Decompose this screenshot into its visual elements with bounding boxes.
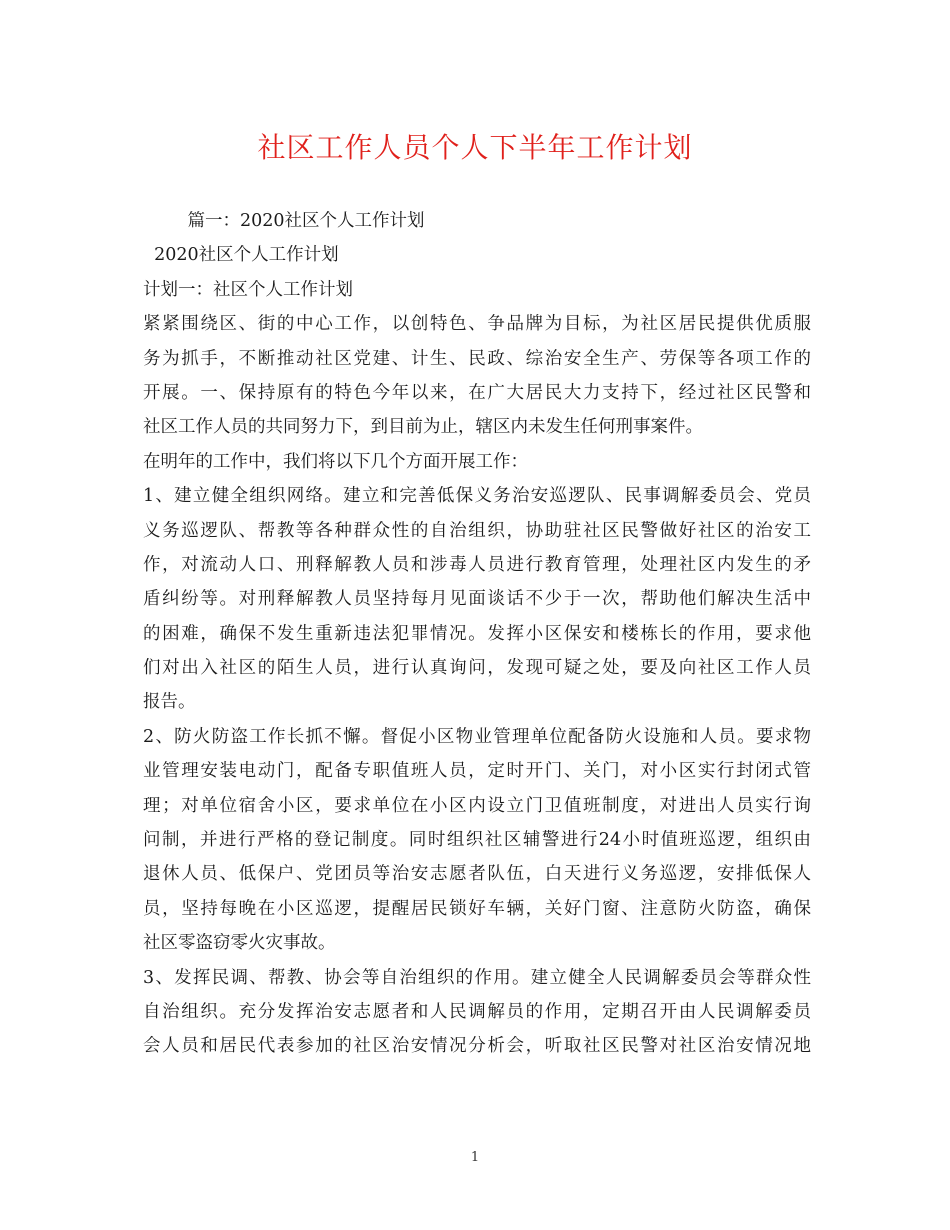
body-line: 紧紧围绕区、街的中心工作，以创特色、争品牌为目标，为社区居民提供优质服	[143, 314, 811, 335]
body-line: 的困难，确保不发生重新违法犯罪情况。发挥小区保安和楼栋长的作用，要求他	[143, 623, 811, 644]
body-line: 在明年的工作中，我们将以下几个方面开展工作：	[143, 451, 528, 472]
body-line: 员，坚持每晚在小区巡逻，提醒居民锁好车辆，关好门窗、注意防火防盗，确保	[143, 898, 811, 919]
body-line: 会人员和居民代表参加的社区治安情况分析会，听取社区民警对社区治安情况地	[143, 1036, 811, 1057]
body-line: 作，对流动人口、刑释解教人员和涉毒人员进行教育管理，处理社区内发生的矛	[143, 554, 811, 575]
body-line: 2、防火防盗工作长抓不懈。督促小区物业管理单位配备防火设施和人员。要求物	[143, 726, 811, 747]
body-line: 盾纠纷等。对刑释解教人员坚持每月见面谈话不少于一次，帮助他们解决生活中	[143, 589, 811, 610]
body-line: 1、建立健全组织网络。建立和完善低保义务治安巡逻队、民事调解委员会、党员	[143, 486, 811, 507]
body-line: 理；对单位宿舍小区，要求单位在小区内设立门卫值班制度，对进出人员实行询	[143, 795, 811, 816]
body-line: 计划一：社区个人工作计划	[143, 279, 353, 300]
document-title: 社区工作人员个人下半年工作计划	[257, 131, 693, 164]
body-line: 自治组织。充分发挥治安志愿者和人民调解员的作用，定期召开由人民调解委员	[143, 1001, 811, 1022]
body-line: 务为抓手，不断推动社区党建、计生、民政、综治安全生产、劳保等各项工作的	[143, 348, 811, 369]
body-line: 业管理安装电动门，配备专职值班人员，定时开门、关门，对小区实行封闭式管	[143, 761, 811, 782]
body-line: 3、发挥民调、帮教、协会等自治组织的作用。建立健全人民调解委员会等群众性	[143, 967, 811, 988]
document-body	[143, 204, 811, 1064]
body-line: 2020社区个人工作计划	[143, 245, 339, 266]
body-line: 义务巡逻队、帮教等各种群众性的自治组织，协助驻社区民警做好社区的治安工	[143, 520, 811, 541]
body-line: 开展。一、保持原有的特色今年以来，在广大居民大力支持下，经过社区民警和	[143, 382, 811, 403]
page-number: 1	[470, 1150, 480, 1165]
body-line: 社区零盗窃零火灾事故。	[143, 933, 336, 954]
body-line: 篇一：2020社区个人工作计划	[143, 211, 425, 231]
body-line: 社区工作人员的共同努力下，到目前为止，辖区内未发生任何刑事案件。	[143, 417, 703, 438]
body-line: 报告。	[143, 692, 196, 713]
body-line: 问制，并进行严格的登记制度。同时组织社区辅警进行24小时值班巡逻，组织由	[143, 830, 811, 851]
body-line: 们对出入社区的陌生人员，进行认真询问，发现可疑之处，要及向社区工作人员	[143, 658, 811, 679]
body-line: 退休人员、低保户、党团员等治安志愿者队伍，白天进行义务巡逻，安排低保人	[143, 864, 811, 885]
